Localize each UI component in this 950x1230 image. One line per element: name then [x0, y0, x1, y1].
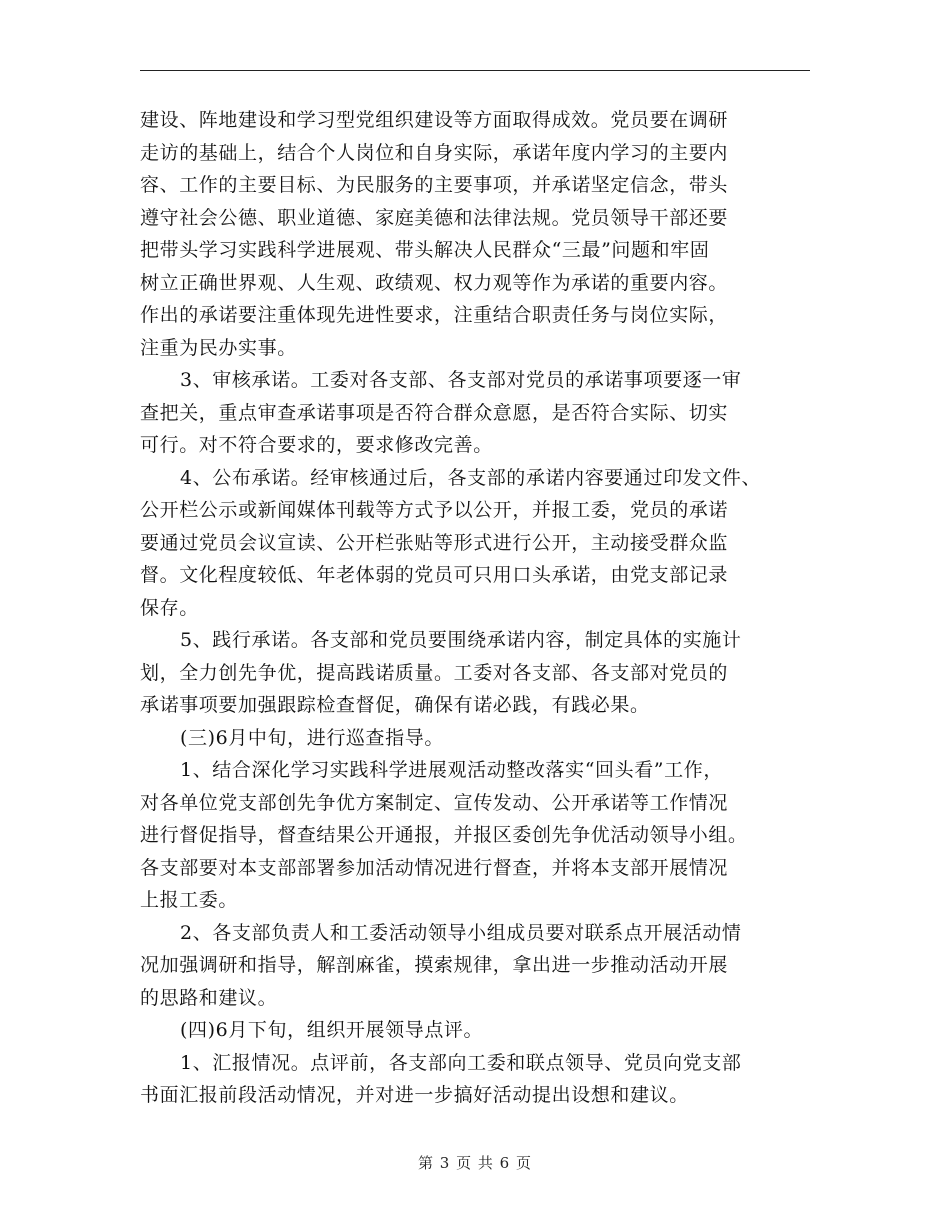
text-line: 5、践行承诺。各支部和党员要围绕承诺内容，制定具体的实施计 [180, 629, 742, 651]
text-line: 划，全力创先争优，提高践诺质量。工委对各支部、各支部对党员的 [140, 661, 729, 684]
text-line: 遵守社会公德、职业道德、家庭美德和法律法规。党员领导干部还要 [140, 206, 729, 229]
header-rule [140, 70, 810, 71]
text-line: 要通过党员会议宣读、公开栏张贴等形式进行公开，主动接受群众监 [140, 531, 729, 554]
text-line: 上报工委。 [140, 889, 239, 911]
page-number-footer: 第 3 页 共 6 页 [418, 1154, 532, 1172]
text-line: 1、结合深化学习实践科学进展观活动整改落实“回头看”工作， [180, 759, 723, 781]
text-line: 把带头学习实践科学进展观、带头解决人民群众“三最”问题和牢固 [140, 239, 710, 261]
text-line: 1、汇报情况。点评前，各支部向工委和联点领导、党员向党支部 [180, 1051, 742, 1074]
text-line: 容、工作的主要目标、为民服务的主要事项，并承诺坚定信念，带头 [140, 174, 729, 196]
text-line: 建设、阵地建设和学习型党组织建设等方面取得成效。党员要在调研 [140, 109, 729, 131]
text-line: 各支部要对本支部部署参加活动情况进行督查，并将本支部开展情况 [140, 856, 729, 879]
text-line: 走访的基础上，结合个人岗位和自身实际，承诺年度内学习的主要内 [140, 141, 729, 164]
body-text [140, 104, 820, 1112]
text-line: 督。文化程度较低、年老体弱的党员可只用口头承诺，由党支部记录 [140, 564, 729, 586]
text-line: 3、审核承诺。工委对各支部、各支部对党员的承诺事项要逐一审 [180, 369, 742, 391]
text-line: 注重为民办实事。 [140, 336, 297, 359]
text-line: 对各单位党支部创先争优方案制定、宣传发动、公开承诺等工作情况 [140, 791, 729, 814]
text-line: 保存。 [140, 596, 199, 619]
text-line: 书面汇报前段活动情况，并对进一步搞好活动提出设想和建议。 [140, 1084, 689, 1106]
text-line: 查把关，重点审查承诺事项是否符合群众意愿，是否符合实际、切实 [140, 401, 729, 424]
text-line: 的思路和建议。 [140, 986, 278, 1009]
text-line: 2、各支部负责人和工委活动领导小组成员要对联系点开展活动情 [180, 921, 742, 944]
text-line: 树立正确世界观、人生观、政绩观、权力观等作为承诺的重要内容。 [140, 271, 729, 294]
section-heading: (四)6月下旬，组织开展领导点评。 [180, 1019, 484, 1041]
text-line: 可行。对不符合要求的，要求修改完善。 [140, 434, 493, 456]
text-line: 作出的承诺要注重体现先进性要求，注重结合职责任务与岗位实际， [140, 304, 729, 326]
text-line: 进行督促指导，督查结果公开通报，并报区委创先争优活动领导小组。 [140, 824, 748, 846]
text-line: 况加强调研和指导，解剖麻雀，摸索规律，拿出进一步推动活动开展 [140, 954, 729, 976]
text-line: 公开栏公示或新闻媒体刊载等方式予以公开，并报工委，党员的承诺 [140, 499, 729, 521]
text-line: 承诺事项要加强跟踪检查督促，确保有诺必践，有践必果。 [140, 694, 650, 716]
section-heading: (三)6月中旬，进行巡查指导。 [180, 726, 444, 749]
text-line: 4、公布承诺。经审核通过后，各支部的承诺内容要通过印发文件、 [180, 466, 762, 489]
